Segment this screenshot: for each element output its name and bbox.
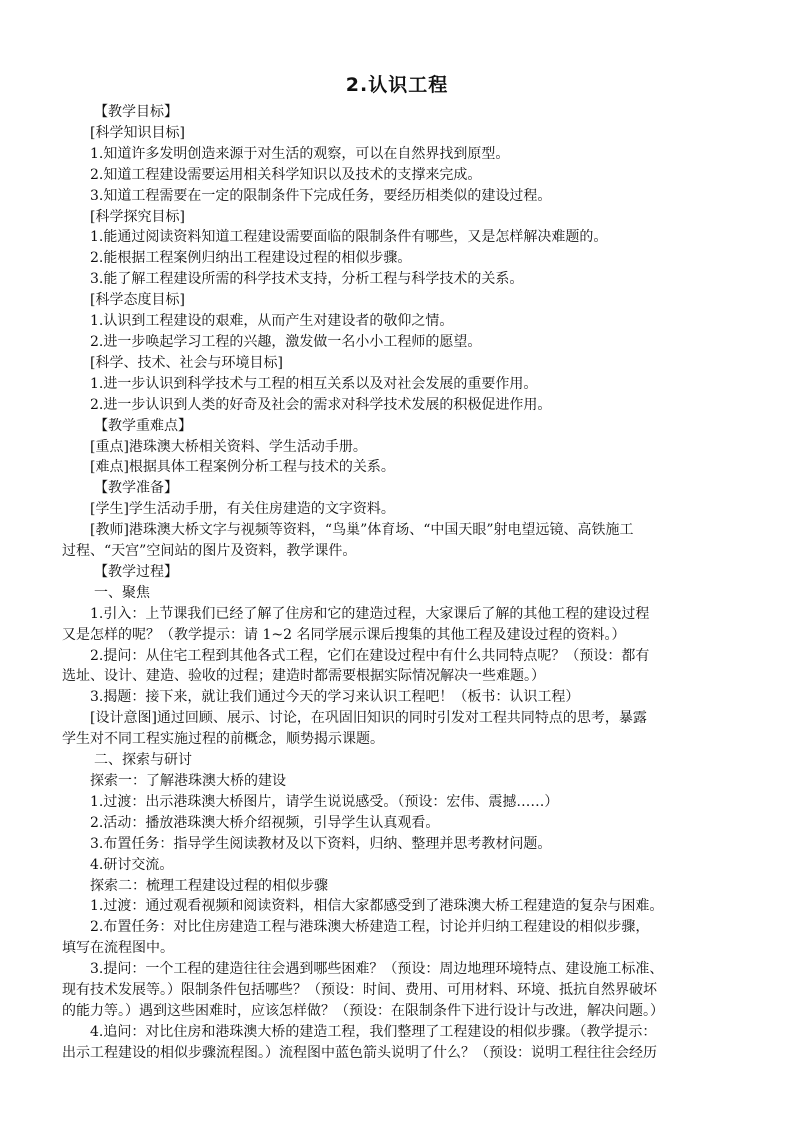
text-line: 1.引入：上节课我们已经了解了住房和它的建造过程，大家课后了解的其他工程的建设过程 — [90, 605, 650, 622]
text-line: [科学、技术、社会与环境目标] — [90, 354, 283, 371]
section-heading: 【教学准备】 — [94, 480, 178, 497]
text-line: 1.进一步认识到科学技术与工程的相互关系以及对社会发展的重要作用。 — [90, 375, 538, 392]
page-title: 2.认识工程 — [345, 74, 449, 96]
text-line: 2.布置任务：对比住房建造工程与港珠澳大桥建造工程，讨论并归纳工程建设的相似步骤， — [90, 919, 650, 936]
text-line: 二、探索与研讨 — [94, 752, 192, 769]
text-line: 填写在流程图中。 — [62, 940, 174, 957]
text-line: [学生]学生活动手册，有关住房建造的文字资料。 — [90, 501, 395, 518]
section-heading: 【教学重难点】 — [94, 417, 192, 434]
text-line: [科学探究目标] — [90, 208, 185, 225]
text-line: 1.能通过阅读资料知道工程建设需要面临的限制条件有哪些，又是怎样解决难题的。 — [90, 229, 608, 246]
text-line: 2.活动：播放港珠澳大桥介绍视频，引导学生认真观看。 — [90, 814, 440, 831]
text-line: 4.追问：对比住房和港珠澳大桥的建造工程，我们整理了工程建设的相似步骤。（教学提示： — [90, 1023, 657, 1040]
text-line: [科学态度目标] — [90, 292, 185, 309]
text-line: 2.进一步唤起学习工程的兴趣，激发做一名小小工程师的愿望。 — [90, 333, 482, 350]
document-body — [62, 102, 735, 1064]
text-line: 3.揭题：接下来，就让我们通过今天的学习来认识工程吧！（板书：认识工程） — [90, 689, 580, 706]
text-line: 2.进一步认识到人类的好奇及社会的需求对科学技术发展的积极促进作用。 — [90, 396, 552, 413]
text-line: [设计意图]通过回顾、展示、讨论，在巩固旧知识的同时引发对工程共同特点的思考，暴露 — [90, 710, 647, 727]
text-line: 1.认识到工程建设的艰难，从而产生对建设者的敬仰之情。 — [90, 313, 454, 330]
text-line: [难点]根据具体工程案例分析工程与技术的关系。 — [90, 459, 395, 476]
text-line: 探索二：梳理工程建设过程的相似步骤 — [90, 877, 328, 894]
text-line: 4.研讨交流。 — [90, 856, 174, 873]
text-line: 3.能了解工程建设所需的科学技术支持，分析工程与科学技术的关系。 — [90, 271, 524, 288]
text-line: 又是怎样的呢？（教学提示：请 1~2 名同学展示课后搜集的其他工程及建设过程的资料。） — [62, 626, 626, 643]
text-line: 1.过渡：出示港珠澳大桥图片，请学生说说感受。（预设：宏伟、震撼……） — [90, 793, 559, 810]
section-heading: 【教学目标】 — [94, 104, 178, 120]
text-line: 2.能根据工程案例归纳出工程建设过程的相似步骤。 — [90, 250, 412, 267]
text-line: 2.提问：从住宅工程到其他各式工程，它们在建设过程中有什么共同特点呢？（预设：都有 — [90, 647, 650, 664]
text-line: 2.知道工程建设需要运用相关科学知识以及技术的支撑来完成。 — [90, 166, 482, 183]
text-line: 选址、设计、建造、验收的过程；建造时都需要根据实际情况解决一些难题。） — [62, 668, 545, 685]
text-line: 3.知道工程需要在一定的限制条件下完成任务，要经历相类似的建设过程。 — [90, 187, 552, 204]
text-line: 的能力等。）遇到这些困难时，应该怎样做？（预设：在限制条件下进行设计与改进，解决问题。） — [62, 1002, 664, 1019]
text-line: 探索一：了解港珠澳大桥的建设 — [90, 773, 286, 789]
text-line: 现有技术发展等。）限制条件包括哪些？（预设：时间、费用、可用材料、环境、抵抗自然界破坏 — [62, 982, 657, 999]
text-line: [科学知识目标] — [90, 124, 185, 141]
text-line: [教师]港珠澳大桥文字与视频等资料，“鸟巢”体育场、“中国天眼”射电望远镜、高铁施工 — [90, 522, 634, 539]
text-line: 过程、“天宫”空间站的图片及资料，教学课件。 — [62, 543, 357, 560]
text-line: 3.提问：一个工程的建造往往会遇到哪些困难？（预设：周边地理环境特点、建设施工标准、 — [90, 961, 664, 978]
text-line: 一、聚焦 — [94, 584, 150, 601]
text-line: 3.布置任务：指导学生阅读教材及以下资料，归纳、整理并思考教材问题。 — [90, 835, 552, 852]
text-line: [重点]港珠澳大桥相关资料、学生活动手册。 — [90, 438, 367, 455]
section-heading: 【教学过程】 — [94, 563, 178, 580]
text-line: 1.知道许多发明创造来源于对生活的观察，可以在自然界找到原型。 — [90, 145, 510, 162]
text-line: 学生对不同工程实施过程的前概念，顺势揭示课题。 — [62, 731, 384, 748]
text-line: 1.过渡：通过观看视频和阅读资料，相信大家都感受到了港珠澳大桥工程建造的复杂与困难。 — [90, 898, 664, 915]
text-line: 出示工程建设的相似步骤流程图。）流程图中蓝色箭头说明了什么？（预设：说明工程往往会经历 — [62, 1044, 657, 1061]
